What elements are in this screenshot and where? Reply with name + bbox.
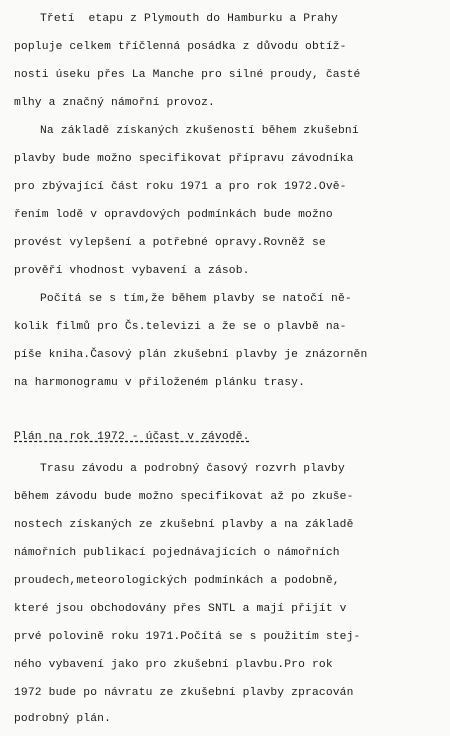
text-line: během závodu bude možno specifikovat až po zkuše- [14,491,354,503]
text-line: podrobný plán. [14,713,112,725]
text-line: námořních publikací pojednávajících o námořních [14,547,340,559]
section-heading: Plán na rok 1972 - účast v závodě. [14,431,250,443]
text-line: Trasu závodu a podrobný časový rozvrh plavby [40,463,345,475]
text-line: řením lodě v opravdových podmínkách bude možno [14,209,333,221]
text-line: provést vylepšení a potřebné opravy.Rovněž se [14,237,326,249]
text-line: prvé polovině roku 1971.Počítá se s použitím stej- [14,631,361,643]
text-line: Třetí etapu z Plymouth do Hamburku a Prahy [40,13,338,25]
text-line: Na základě získaných zkušeností během zkušební [40,125,359,137]
text-line: píše kniha.Časový plán zkušební plavby je znázorněn [14,349,368,361]
text-line: proudech,meteorologických podmínkách a podobně, [14,575,340,587]
text-line: nosti úseku přes La Manche pro silné proudy, časté [14,69,361,81]
text-line: 1972 bude po návratu ze zkušební plavby zpracován [14,687,354,699]
text-line: prověří vhodnost vybavení a zásob. [14,265,250,277]
text-line: které jsou obchodovány přes SNTL a mají přijít v [14,603,347,615]
text-line: popluje celkem tříčlenná posádka z důvodu obtíž- [14,41,347,53]
text-line: pro zbývající část roku 1971 a pro rok 1972.Ově- [14,181,347,193]
text-line: Počítá se s tím,že během plavby se natočí ně- [40,293,352,305]
text-line: plavby bude možno specifikovat přípravu závodníka [14,153,354,165]
text-line: nostech získaných ze zkušební plavby a na základě [14,519,354,531]
text-line: kolik filmů pro Čs.televizi a že se o plavbě na- [14,321,347,333]
text-line: na harmonogramu v přiloženém plánku trasy. [14,377,306,389]
text-line: ného vybavení jako pro zkušební plavbu.Pro rok [14,659,333,671]
text-line: mlhy a značný námořní provoz. [14,97,215,109]
